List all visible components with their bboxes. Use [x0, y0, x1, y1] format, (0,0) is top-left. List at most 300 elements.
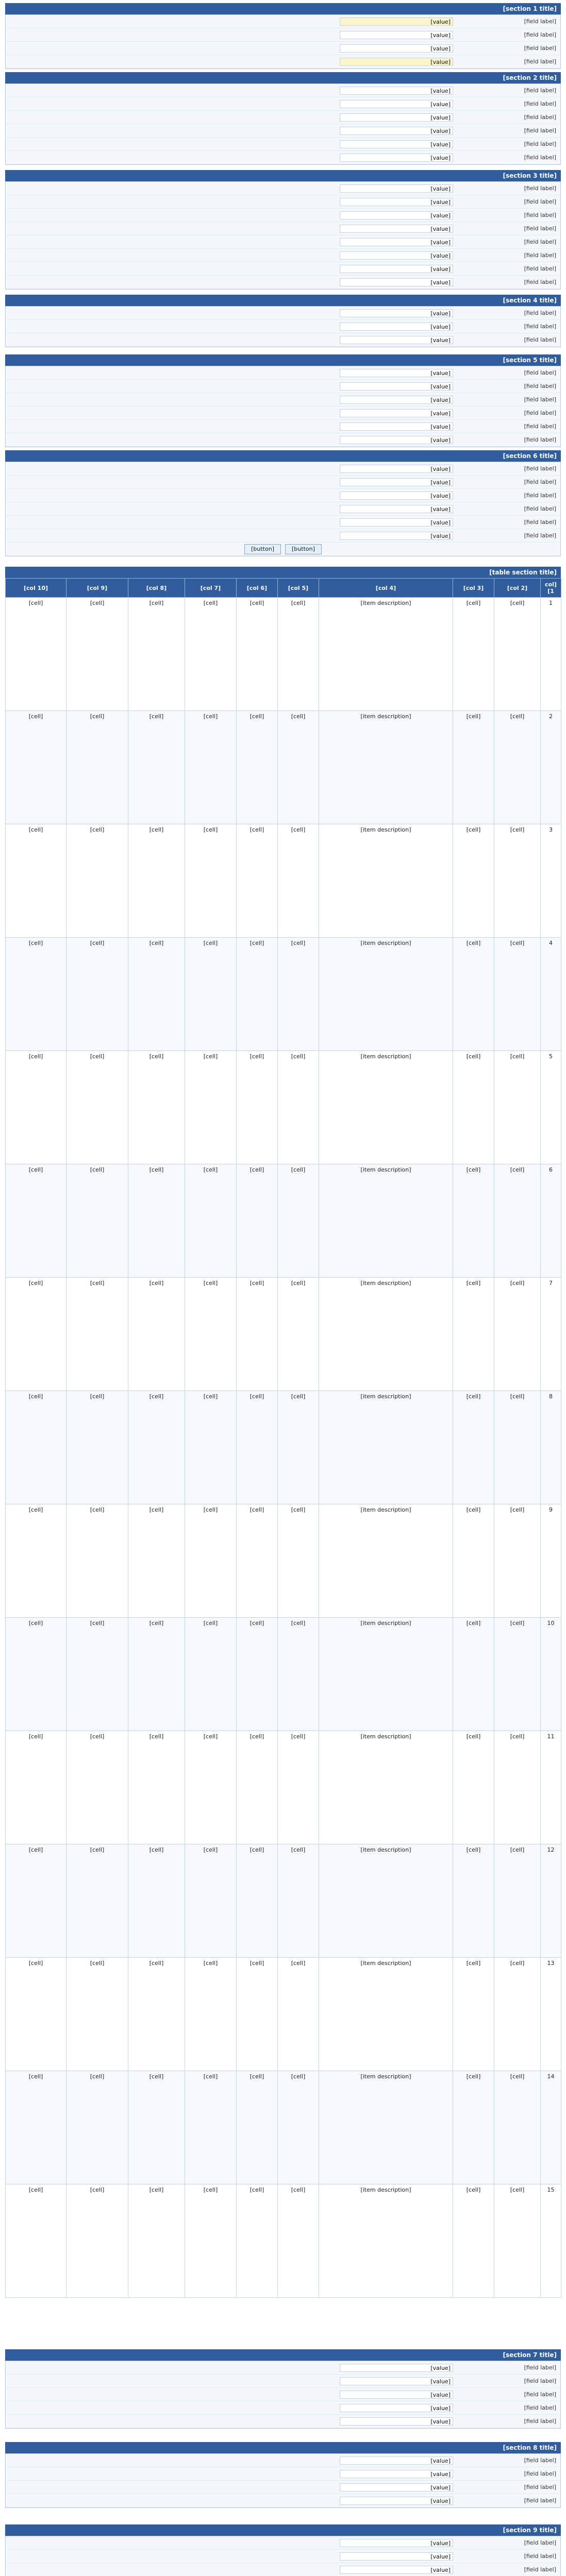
field-row — [6, 276, 560, 289]
field-row — [6, 366, 560, 380]
section-1-title: [section 1 title] — [5, 3, 561, 14]
field-value: [value] — [340, 382, 453, 391]
field-row — [6, 124, 560, 138]
table-cell: 5 — [541, 1051, 561, 1164]
table-row — [6, 1051, 561, 1164]
table-cell: [cell] — [453, 1958, 494, 2071]
table-cell: [cell] — [494, 1958, 541, 2071]
table-cell: 12 — [541, 1844, 561, 1958]
field-value: [value] — [340, 505, 453, 513]
field-label: [field label] — [524, 45, 556, 52]
action-button-b[interactable]: [button] — [244, 544, 281, 554]
table-cell: [cell] — [453, 2071, 494, 2184]
table-cell: [cell] — [185, 1504, 237, 1618]
table-cell: [item description] — [319, 1051, 453, 1164]
table-cell: [cell] — [6, 1504, 66, 1618]
section-6 — [5, 450, 561, 556]
table-header: [col 9] — [66, 579, 128, 598]
table-cell: 14 — [541, 2071, 561, 2184]
field-value: [value] — [340, 58, 453, 66]
field-row — [6, 182, 560, 195]
table-cell: [cell] — [494, 1278, 541, 1391]
field-value: [value] — [340, 251, 453, 260]
table-cell: [item description] — [319, 1391, 453, 1504]
table-cell: [cell] — [6, 1278, 66, 1391]
table-row — [6, 1731, 561, 1844]
section-5 — [5, 354, 561, 447]
table-cell: [cell] — [237, 938, 278, 1051]
table-cell: [cell] — [66, 1958, 128, 2071]
field-value: [value] — [340, 309, 453, 317]
table-cell: [cell] — [237, 1731, 278, 1844]
field-value: [value] — [340, 127, 453, 135]
field-row — [6, 15, 560, 28]
table-cell: [cell] — [128, 2184, 185, 2298]
table-header: [col 10] — [6, 579, 66, 598]
field-value: [value] — [340, 140, 453, 148]
table-cell: 11 — [541, 1731, 561, 1844]
table-header: [col 1] — [541, 579, 561, 598]
table-cell: [cell] — [494, 2071, 541, 2184]
table-cell: [cell] — [66, 598, 128, 711]
field-row — [6, 2467, 560, 2481]
field-label: [field label] — [524, 2457, 556, 2464]
field-value: [value] — [340, 31, 453, 39]
field-row — [6, 2415, 560, 2428]
table-cell: [cell] — [278, 1618, 319, 1731]
table-cell: [item description] — [319, 1504, 453, 1618]
table-row — [6, 938, 561, 1051]
table-cell: [cell] — [237, 824, 278, 938]
table-cell: [cell] — [128, 711, 185, 824]
field-value: [value] — [340, 518, 453, 527]
field-value: [value] — [340, 396, 453, 404]
table-cell: [cell] — [278, 1391, 319, 1504]
field-value: [value] — [340, 2364, 453, 2372]
section-2-title: [section 2 title] — [5, 72, 561, 83]
field-label: [field label] — [524, 2404, 556, 2411]
items-table-title: [table section title] — [5, 567, 561, 578]
table-cell: [cell] — [453, 1504, 494, 1618]
field-row — [6, 151, 560, 164]
table-cell: [cell] — [185, 1731, 237, 1844]
table-row — [6, 1618, 561, 1731]
table-cell: [cell] — [237, 2184, 278, 2298]
table-cell: [item description] — [319, 2184, 453, 2298]
table-cell: [cell] — [128, 1958, 185, 2071]
field-row — [6, 249, 560, 262]
table-cell: [cell] — [453, 1278, 494, 1391]
table-cell: 3 — [541, 824, 561, 938]
table-cell: [item description] — [319, 1844, 453, 1958]
table-cell: 1 — [541, 598, 561, 711]
table-cell: [cell] — [185, 938, 237, 1051]
field-label: [field label] — [524, 141, 556, 147]
field-row — [6, 2494, 560, 2507]
field-label: [field label] — [524, 479, 556, 485]
table-cell: [cell] — [237, 2071, 278, 2184]
table-cell: [cell] — [494, 1504, 541, 1618]
table-row — [6, 1958, 561, 2071]
table-cell: [cell] — [6, 1844, 66, 1958]
table-cell: [cell] — [453, 598, 494, 711]
field-label: [field label] — [524, 505, 556, 512]
table-cell: [cell] — [66, 1844, 128, 1958]
field-row — [6, 433, 560, 447]
field-label: [field label] — [524, 336, 556, 343]
table-cell: [cell] — [185, 1844, 237, 1958]
field-value: [value] — [340, 492, 453, 500]
field-value: [value] — [340, 2539, 453, 2547]
table-cell: [cell] — [278, 2184, 319, 2298]
field-value: [value] — [340, 336, 453, 344]
table-cell: [cell] — [185, 1278, 237, 1391]
field-label: [field label] — [524, 127, 556, 134]
field-value: [value] — [340, 323, 453, 331]
table-cell: [cell] — [128, 1504, 185, 1618]
field-value: [value] — [340, 238, 453, 246]
table-header: [col 7] — [185, 579, 237, 598]
table-cell: [cell] — [6, 1164, 66, 1278]
table-cell: [cell] — [237, 1958, 278, 2071]
field-row — [6, 420, 560, 433]
field-row — [6, 2454, 560, 2467]
field-row — [6, 84, 560, 97]
table-cell: 2 — [541, 711, 561, 824]
section-8-body — [5, 2453, 561, 2508]
section-8 — [5, 2442, 561, 2508]
field-value: [value] — [340, 2483, 453, 2492]
field-value: [value] — [340, 2470, 453, 2478]
table-row — [6, 2184, 561, 2298]
table-cell: [cell] — [6, 824, 66, 938]
field-row — [6, 222, 560, 235]
field-row — [6, 28, 560, 42]
table-cell: [cell] — [453, 1391, 494, 1504]
field-row — [6, 138, 560, 151]
table-cell: [cell] — [66, 1731, 128, 1844]
table-cell: [cell] — [237, 1051, 278, 1164]
table-cell: [cell] — [185, 824, 237, 938]
field-row — [6, 55, 560, 69]
table-cell: [cell] — [453, 1844, 494, 1958]
field-value: [value] — [340, 465, 453, 473]
field-label: [field label] — [524, 2484, 556, 2490]
table-cell: [cell] — [128, 1731, 185, 1844]
field-label: [field label] — [524, 2497, 556, 2504]
field-label: [field label] — [524, 2566, 556, 2573]
field-row — [6, 516, 560, 529]
field-label: [field label] — [524, 323, 556, 330]
table-cell: [cell] — [494, 1844, 541, 1958]
section-9-title: [section 9 title] — [5, 2524, 561, 2536]
table-cell: [cell] — [453, 2184, 494, 2298]
table-cell: [cell] — [453, 1618, 494, 1731]
table-cell: 9 — [541, 1504, 561, 1618]
table-cell: [cell] — [66, 1618, 128, 1731]
table-cell: [cell] — [185, 1618, 237, 1731]
table-cell: [cell] — [66, 1278, 128, 1391]
section-1 — [5, 3, 561, 69]
table-cell: [cell] — [185, 1391, 237, 1504]
table-row — [6, 711, 561, 824]
field-value: [value] — [340, 2417, 453, 2426]
table-cell: [cell] — [278, 1731, 319, 1844]
table-cell: [cell] — [278, 1278, 319, 1391]
field-row — [6, 42, 560, 55]
field-label: [field label] — [524, 2553, 556, 2560]
table-cell: [cell] — [185, 2184, 237, 2298]
field-label: [field label] — [524, 2470, 556, 2477]
field-value: [value] — [340, 278, 453, 286]
table-cell: [item description] — [319, 2071, 453, 2184]
field-label: [field label] — [524, 465, 556, 472]
field-label: [field label] — [524, 492, 556, 499]
table-cell: [cell] — [128, 598, 185, 711]
section-4 — [5, 295, 561, 347]
field-label: [field label] — [524, 18, 556, 25]
field-value: [value] — [340, 2404, 453, 2412]
section-4-title: [section 4 title] — [5, 295, 561, 306]
table-cell: [cell] — [494, 1051, 541, 1164]
table-cell: [item description] — [319, 824, 453, 938]
section-6-title: [section 6 title] — [5, 450, 561, 462]
table-cell: [cell] — [278, 711, 319, 824]
table-cell: [cell] — [237, 1391, 278, 1504]
field-label: [field label] — [524, 279, 556, 285]
table-cell: 7 — [541, 1278, 561, 1391]
section-9 — [5, 2524, 561, 2576]
table-row — [6, 1278, 561, 1391]
field-value: [value] — [340, 87, 453, 95]
field-row — [6, 380, 560, 393]
field-label: [field label] — [524, 369, 556, 376]
table-cell: [cell] — [185, 1164, 237, 1278]
table-cell: [cell] — [278, 2071, 319, 2184]
section-7-title: [section 7 title] — [5, 2349, 561, 2361]
field-value: [value] — [340, 100, 453, 108]
table-cell: 10 — [541, 1618, 561, 1731]
section-8-title: [section 8 title] — [5, 2442, 561, 2453]
field-label: [field label] — [524, 2364, 556, 2371]
table-cell: [cell] — [278, 1051, 319, 1164]
field-row — [6, 406, 560, 420]
table-row — [6, 598, 561, 711]
field-value: [value] — [340, 532, 453, 540]
field-row — [6, 97, 560, 111]
field-row — [6, 476, 560, 489]
table-cell: [cell] — [237, 1278, 278, 1391]
table-cell: [cell] — [128, 938, 185, 1051]
field-label: [field label] — [524, 87, 556, 94]
table-cell: [item description] — [319, 1618, 453, 1731]
table-cell: [cell] — [278, 938, 319, 1051]
section-3-title: [section 3 title] — [5, 170, 561, 181]
field-label: [field label] — [524, 239, 556, 245]
table-header: [col 2] — [494, 579, 541, 598]
table-cell: [cell] — [237, 598, 278, 711]
table-cell: [item description] — [319, 938, 453, 1051]
field-row — [6, 2375, 560, 2388]
items-table — [5, 578, 561, 2298]
table-cell: [cell] — [66, 1051, 128, 1164]
table-row — [6, 1844, 561, 1958]
table-cell: [cell] — [66, 1164, 128, 1278]
table-cell: [cell] — [237, 1164, 278, 1278]
table-cell: [cell] — [6, 1051, 66, 1164]
field-value: [value] — [340, 2566, 453, 2574]
table-cell: [cell] — [128, 2071, 185, 2184]
field-label: [field label] — [524, 198, 556, 205]
table-cell: [cell] — [128, 1164, 185, 1278]
field-value: [value] — [340, 436, 453, 444]
section-2-body — [5, 83, 561, 165]
table-row — [6, 824, 561, 938]
field-value: [value] — [340, 409, 453, 417]
table-cell: 13 — [541, 1958, 561, 2071]
field-row — [6, 529, 560, 543]
table-cell: [cell] — [494, 1164, 541, 1278]
table-cell: [item description] — [319, 1731, 453, 1844]
table-cell: [cell] — [494, 1731, 541, 1844]
table-cell: [cell] — [66, 2071, 128, 2184]
section-5-body — [5, 366, 561, 447]
table-cell: [cell] — [128, 1391, 185, 1504]
section-7-body — [5, 2361, 561, 2429]
table-cell: [cell] — [128, 1844, 185, 1958]
table-row — [6, 1391, 561, 1504]
table-cell: [item description] — [319, 1958, 453, 2071]
field-label: [field label] — [524, 423, 556, 430]
table-cell: [cell] — [66, 1391, 128, 1504]
table-cell: [item description] — [319, 1278, 453, 1391]
table-cell: [cell] — [494, 938, 541, 1051]
field-label: [field label] — [524, 252, 556, 259]
field-label: [field label] — [524, 2539, 556, 2546]
table-cell: [cell] — [185, 598, 237, 711]
table-cell: [cell] — [6, 2071, 66, 2184]
button-row — [6, 543, 560, 556]
table-cell: [cell] — [6, 1618, 66, 1731]
field-row — [6, 209, 560, 222]
table-cell: [cell] — [185, 711, 237, 824]
field-label: [field label] — [524, 310, 556, 316]
field-label: [field label] — [524, 58, 556, 65]
table-cell: [cell] — [453, 711, 494, 824]
table-cell: [cell] — [494, 1618, 541, 1731]
table-cell: [cell] — [494, 2184, 541, 2298]
table-cell: [cell] — [6, 1391, 66, 1504]
table-cell: [cell] — [237, 1618, 278, 1731]
section-7 — [5, 2349, 561, 2429]
field-row — [6, 307, 560, 320]
table-cell: 8 — [541, 1391, 561, 1504]
field-value: [value] — [340, 225, 453, 233]
table-header: [col 3] — [453, 579, 494, 598]
field-label: [field label] — [524, 154, 556, 161]
field-row — [6, 262, 560, 276]
section-2 — [5, 72, 561, 165]
items-table-section — [5, 567, 561, 2298]
field-label: [field label] — [524, 410, 556, 416]
field-label: [field label] — [524, 212, 556, 218]
section-1-body — [5, 14, 561, 69]
field-row — [6, 111, 560, 124]
field-row — [6, 2563, 560, 2576]
table-row — [6, 2071, 561, 2184]
table-cell: [cell] — [6, 2184, 66, 2298]
field-row — [6, 502, 560, 516]
table-header-row — [6, 579, 561, 598]
field-row — [6, 2536, 560, 2550]
table-cell: [cell] — [453, 1731, 494, 1844]
table-cell: [item description] — [319, 1164, 453, 1278]
table-header: [col 4] — [319, 579, 453, 598]
field-label: [field label] — [524, 383, 556, 389]
field-value: [value] — [340, 2552, 453, 2561]
table-cell: [cell] — [128, 1278, 185, 1391]
table-cell: [cell] — [128, 1051, 185, 1164]
field-value: [value] — [340, 211, 453, 219]
field-value: [value] — [340, 369, 453, 377]
items-table-body — [6, 598, 561, 2298]
section-6-body — [5, 462, 561, 556]
table-cell: [cell] — [66, 824, 128, 938]
table-header: [col 8] — [128, 579, 185, 598]
field-value: [value] — [340, 265, 453, 273]
field-row — [6, 462, 560, 476]
table-cell: [cell] — [494, 711, 541, 824]
field-label: [field label] — [524, 519, 556, 526]
table-cell: [cell] — [66, 2184, 128, 2298]
section-3-body — [5, 181, 561, 290]
table-cell: [cell] — [237, 1844, 278, 1958]
field-value: [value] — [340, 2497, 453, 2505]
section-5-title: [section 5 title] — [5, 354, 561, 366]
table-cell: [cell] — [185, 1958, 237, 2071]
table-cell: 6 — [541, 1164, 561, 1278]
field-row — [6, 489, 560, 502]
field-row — [6, 2550, 560, 2563]
field-value: [value] — [340, 2456, 453, 2465]
section-3 — [5, 170, 561, 290]
table-cell: [cell] — [278, 824, 319, 938]
table-cell: [cell] — [453, 1164, 494, 1278]
table-cell: [cell] — [185, 2071, 237, 2184]
table-cell: [cell] — [453, 824, 494, 938]
field-row — [6, 195, 560, 209]
table-cell: [item description] — [319, 711, 453, 824]
field-label: [field label] — [524, 225, 556, 232]
table-cell: [cell] — [278, 1958, 319, 2071]
table-cell: [item description] — [319, 598, 453, 711]
field-row — [6, 393, 560, 406]
table-cell: 4 — [541, 938, 561, 1051]
field-value: [value] — [340, 478, 453, 486]
table-cell: [cell] — [128, 824, 185, 938]
field-value: [value] — [340, 18, 453, 26]
field-value: [value] — [340, 184, 453, 193]
field-value: [value] — [340, 113, 453, 122]
table-cell: [cell] — [494, 1391, 541, 1504]
action-button-a[interactable]: [button] — [285, 544, 322, 554]
table-row — [6, 1504, 561, 1618]
table-cell: 15 — [541, 2184, 561, 2298]
table-cell: [cell] — [237, 1504, 278, 1618]
field-label: [field label] — [524, 2418, 556, 2425]
table-cell: [cell] — [6, 938, 66, 1051]
field-label: [field label] — [524, 2391, 556, 2398]
